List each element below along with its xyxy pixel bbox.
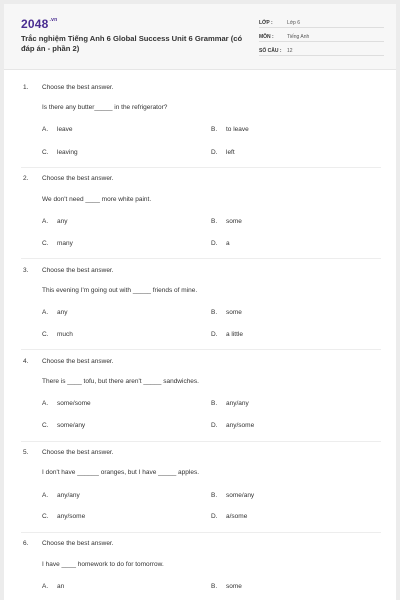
option-letter: B. <box>211 400 218 407</box>
option-letter: C. <box>42 331 49 338</box>
option-b[interactable] <box>211 126 249 133</box>
worksheet <box>4 4 396 600</box>
question-sentence: This evening I'm going out with _____ friends of mine. <box>42 287 198 294</box>
question-number: 3. <box>23 267 29 274</box>
option-text: much <box>57 331 73 338</box>
option-text: to leave <box>226 126 249 133</box>
option-a[interactable] <box>42 309 67 316</box>
question-sentence: We don't need ____ more white paint. <box>42 196 152 203</box>
option-a[interactable] <box>42 400 91 407</box>
divider <box>21 349 381 350</box>
option-b[interactable] <box>211 400 249 407</box>
option-d[interactable] <box>211 149 235 156</box>
meta-class <box>259 18 384 28</box>
question-number: 1. <box>23 84 29 91</box>
option-a[interactable] <box>42 492 80 499</box>
option-letter: D. <box>211 422 218 429</box>
option-text: leaving <box>57 149 78 156</box>
question-prompt: Choose the best answer. <box>42 449 114 456</box>
meta-value: Lớp 6 <box>287 20 301 26</box>
question-prompt: Choose the best answer. <box>42 358 114 365</box>
divider <box>21 532 381 533</box>
option-text: some/some <box>57 400 91 407</box>
option-a[interactable] <box>42 218 67 225</box>
option-letter: B. <box>211 492 218 499</box>
option-text: a <box>226 240 230 247</box>
divider <box>21 167 381 168</box>
meta-label: LỚP : <box>259 20 273 26</box>
option-text: any/any <box>226 400 249 407</box>
question-prompt: Choose the best answer. <box>42 267 114 274</box>
option-text: some <box>226 218 242 225</box>
question-sentence: Is there any butter_____ in the refrigerator? <box>42 104 168 111</box>
option-text: any/some <box>57 513 86 520</box>
meta-label: MÔN : <box>259 34 274 40</box>
option-a[interactable] <box>42 126 73 133</box>
option-text: some <box>226 309 242 316</box>
site-logo[interactable] <box>21 17 57 31</box>
divider <box>21 258 381 259</box>
option-text: left <box>226 149 235 156</box>
page-title: Trắc nghiệm Tiếng Anh 6 Global Success Unit 6 Grammar (có đáp án - phần 2) <box>21 34 243 53</box>
option-letter: C. <box>42 149 49 156</box>
question-sentence: I have ____ homework to do for tomorrow. <box>42 561 164 568</box>
option-letter: D. <box>211 331 218 338</box>
meta-value: Tiếng Anh <box>287 34 310 40</box>
option-letter: C. <box>42 422 49 429</box>
option-text: many <box>57 240 73 247</box>
divider <box>21 441 381 442</box>
question-number: 6. <box>23 540 29 547</box>
question-prompt: Choose the best answer. <box>42 540 114 547</box>
option-c[interactable] <box>42 240 73 247</box>
option-letter: A. <box>42 126 49 133</box>
option-text: some/any <box>226 492 255 499</box>
question-sentence: I don't have ______ oranges, but I have _____ apples. <box>42 469 200 476</box>
question-prompt: Choose the best answer. <box>42 84 114 91</box>
meta-subject <box>259 32 384 42</box>
question-number: 5. <box>23 449 29 456</box>
option-letter: A. <box>42 583 49 590</box>
option-text: leave <box>57 126 73 133</box>
meta-label: SỐ CÂU : <box>259 48 282 54</box>
option-c[interactable] <box>42 149 78 156</box>
meta-question-count <box>259 46 384 56</box>
logo-suffix: .vn <box>49 17 58 23</box>
option-text: a/some <box>226 513 248 520</box>
option-text: some <box>226 583 242 590</box>
option-b[interactable] <box>211 309 242 316</box>
option-d[interactable] <box>211 240 230 247</box>
option-text: a little <box>226 331 243 338</box>
logo-text: 2048 <box>21 17 49 31</box>
option-text: any <box>57 218 68 225</box>
option-letter: D. <box>211 240 218 247</box>
option-b[interactable] <box>211 492 254 499</box>
option-letter: A. <box>42 218 49 225</box>
option-c[interactable] <box>42 513 85 520</box>
option-text: any <box>57 309 68 316</box>
option-a[interactable] <box>42 583 64 590</box>
option-letter: C. <box>42 240 49 247</box>
option-letter: C. <box>42 513 49 520</box>
question-number: 4. <box>23 358 29 365</box>
meta-value: 12 <box>287 48 293 54</box>
option-d[interactable] <box>211 331 243 338</box>
option-text: some/any <box>57 422 86 429</box>
option-letter: D. <box>211 149 218 156</box>
question-number: 2. <box>23 175 29 182</box>
option-text: any/any <box>57 492 80 499</box>
option-letter: B. <box>211 309 218 316</box>
option-text: any/some <box>226 422 255 429</box>
option-c[interactable] <box>42 422 85 429</box>
option-letter: B. <box>211 218 218 225</box>
question-sentence: There is ____ tofu, but there aren't _____ sandwiches. <box>42 378 199 385</box>
option-letter: A. <box>42 400 49 407</box>
option-b[interactable] <box>211 218 242 225</box>
option-letter: B. <box>211 583 218 590</box>
option-letter: A. <box>42 492 49 499</box>
option-d[interactable] <box>211 513 247 520</box>
option-letter: B. <box>211 126 218 133</box>
option-b[interactable] <box>211 583 242 590</box>
option-letter: A. <box>42 309 49 316</box>
option-d[interactable] <box>211 422 254 429</box>
option-text: an <box>57 583 65 590</box>
question-prompt: Choose the best answer. <box>42 175 114 182</box>
worksheet-header <box>4 4 396 70</box>
option-letter: D. <box>211 513 218 520</box>
option-c[interactable] <box>42 331 73 338</box>
